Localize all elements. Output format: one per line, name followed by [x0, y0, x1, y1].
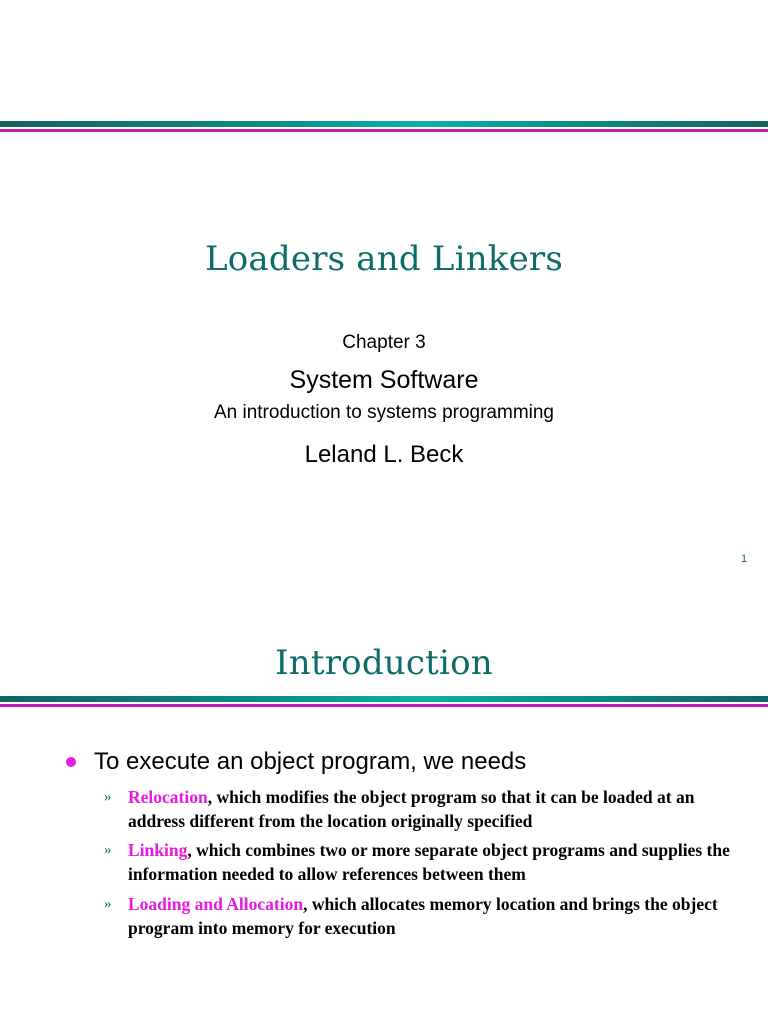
sub-bullet-marker-icon: » — [104, 896, 112, 912]
sub-bullet-term: Relocation — [128, 787, 208, 807]
sub-bullet-marker-icon: » — [104, 842, 112, 858]
bullet-dot-icon — [66, 757, 76, 767]
header-rule-magenta — [0, 129, 768, 132]
sub-bullet-term: Loading and Allocation — [128, 894, 304, 914]
header-rule-teal — [0, 121, 768, 127]
book-subtitle: An introduction to systems programming — [213, 402, 555, 423]
book-title: System Software — [289, 366, 479, 394]
slide-title: Loaders and Linkers — [204, 239, 564, 279]
sub-bullet-body — [128, 892, 748, 940]
header-rule — [0, 121, 768, 133]
section-rule-magenta — [0, 704, 768, 707]
sub-bullet-description: , which combines two or more separate object programs and supplies the information needed to allow references between them — [128, 840, 730, 884]
section-title: Introduction — [275, 643, 493, 683]
chapter-label: Chapter 3 — [342, 332, 426, 353]
bullet-text: To execute an object program, we needs — [94, 748, 527, 775]
sub-bullet-marker-icon: » — [104, 789, 112, 805]
sub-bullet-description: , which allocates memory location and brings the object program into memory for execution — [128, 894, 718, 938]
sub-bullet-term: Linking — [128, 840, 188, 860]
sub-bullet-body — [128, 785, 748, 833]
section-rule-teal — [0, 696, 768, 702]
page-number: 1 — [741, 553, 748, 565]
sub-bullet-body — [128, 838, 748, 886]
section-rule — [0, 696, 768, 708]
author-name: Leland L. Beck — [304, 441, 464, 468]
sub-bullet-description: , which modifies the object program so that it can be loaded at an address different from the location originally specified — [128, 787, 695, 831]
